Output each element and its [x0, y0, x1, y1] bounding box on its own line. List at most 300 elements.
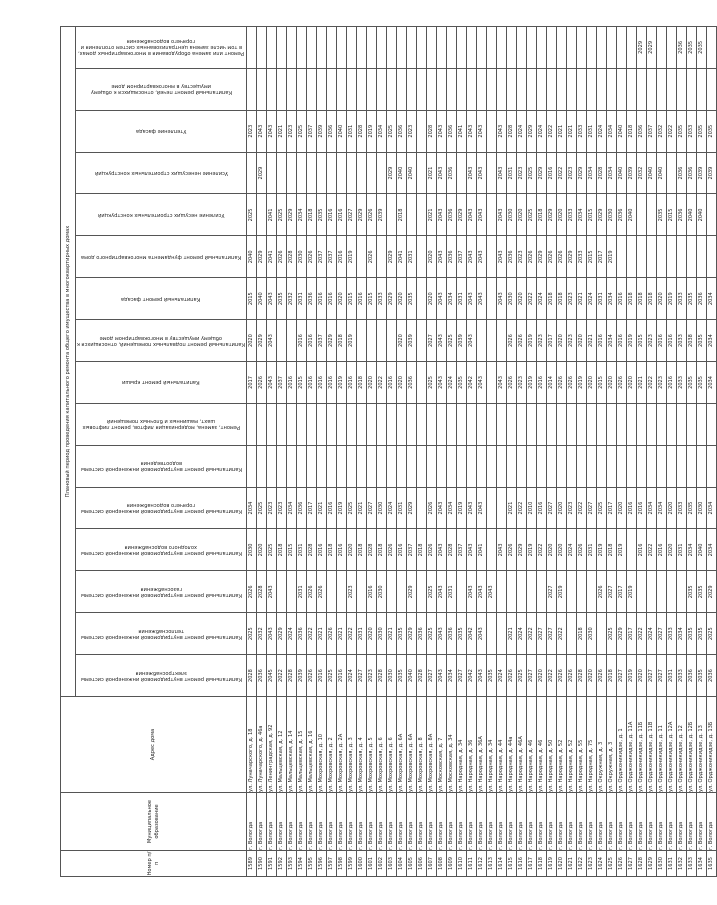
row-number: 1618 [537, 851, 547, 877]
year-cell: 2029 [637, 26, 647, 68]
table-row [357, 26, 367, 876]
year-cell [597, 445, 607, 487]
row-municipality: г. Вологда [507, 793, 517, 851]
year-cell: 2030 [377, 487, 387, 529]
year-cell [447, 445, 457, 487]
header-address: Адрес дома [61, 697, 247, 793]
year-cell: 2035 [677, 110, 687, 152]
year-cell [377, 236, 387, 278]
year-cell: 2025 [327, 655, 337, 697]
year-cell [467, 26, 477, 68]
column-header [76, 110, 247, 152]
year-cell [427, 403, 437, 445]
year-cell: 2026 [247, 571, 257, 613]
year-cell: 2030 [607, 194, 617, 236]
year-cell: 2043 [467, 152, 477, 194]
year-cell: 2016 [617, 320, 627, 362]
year-cell: 2035 [457, 613, 467, 655]
year-cell: 2020 [427, 278, 437, 320]
row-municipality: г. Вологда [477, 793, 487, 851]
year-cell [417, 320, 427, 362]
year-cell: 2020 [627, 362, 637, 404]
year-cell: 2021 [637, 362, 647, 404]
year-cell: 2023 [567, 487, 577, 529]
year-cell: 2031 [597, 278, 607, 320]
year-cell: 2043 [477, 236, 487, 278]
year-cell: 2043 [477, 613, 487, 655]
row-number: 1611 [467, 851, 477, 877]
table-row [677, 26, 687, 876]
year-cell: 2035 [697, 320, 707, 362]
year-cell: 2016 [327, 194, 337, 236]
year-cell: 2028 [287, 236, 297, 278]
year-cell: 2035 [687, 487, 697, 529]
year-cell: 2029 [517, 529, 527, 571]
year-cell: 2035 [317, 194, 327, 236]
year-cell: 2035 [487, 655, 497, 697]
year-cell: 2043 [437, 278, 447, 320]
row-address: ул. Мохровская, д. 6 [377, 697, 387, 793]
year-cell [287, 152, 297, 194]
year-cell [347, 68, 357, 110]
year-cell [337, 68, 347, 110]
year-cell: 2020 [607, 362, 617, 404]
year-cell [657, 571, 667, 613]
year-cell [617, 68, 627, 110]
year-cell [527, 68, 537, 110]
year-cell: 2026 [307, 236, 317, 278]
row-address: ул. Окружная, д. 3 [597, 697, 607, 793]
year-cell: 2043 [437, 655, 447, 697]
column-header-text: Капитальный ремонт фундамента многоквартирного дома [80, 253, 242, 260]
year-cell [437, 403, 447, 445]
row-address: ул. Ленинградская, д. 92 [267, 697, 277, 793]
header-num: Номер п/п [61, 851, 247, 877]
row-municipality: г. Вологда [427, 793, 437, 851]
year-cell: 2039 [707, 152, 717, 194]
year-cell: 2016 [597, 320, 607, 362]
year-cell: 2025 [427, 571, 437, 613]
year-cell: 2020 [557, 194, 567, 236]
year-cell: 2031 [457, 278, 467, 320]
year-cell: 2016 [657, 320, 667, 362]
row-number: 1620 [557, 851, 567, 877]
year-cell [617, 445, 627, 487]
row-address: ул. Московская, д. 34 [447, 697, 457, 793]
year-cell: 2020 [537, 655, 547, 697]
year-cell: 2045 [267, 655, 277, 697]
year-cell [707, 403, 717, 445]
year-cell [707, 68, 717, 110]
year-cell: 2018 [547, 278, 557, 320]
year-cell: 2020 [557, 320, 567, 362]
year-cell [327, 68, 337, 110]
rotated-table-sheet [60, 27, 714, 877]
year-cell: 2027 [587, 487, 597, 529]
year-cell [497, 320, 507, 362]
year-cell: 2031 [587, 110, 597, 152]
year-cell [247, 445, 257, 487]
year-cell [407, 445, 417, 487]
year-cell: 2034 [447, 655, 457, 697]
row-number: 1615 [507, 851, 517, 877]
row-address: ул. Мохровская, д. 2 [327, 697, 337, 793]
year-cell: 2040 [337, 110, 347, 152]
year-cell: 2019 [347, 236, 357, 278]
row-number: 1613 [487, 851, 497, 877]
column-header-text: Капитальный ремонт внутридомовой инженерной системы горячего водоснабжения [80, 502, 242, 515]
year-cell [367, 403, 377, 445]
year-cell: 2024 [497, 655, 507, 697]
year-cell: 2040 [657, 152, 667, 194]
table-row [687, 26, 697, 876]
year-cell [697, 236, 707, 278]
year-cell: 2022 [537, 529, 547, 571]
year-cell: 2026 [577, 529, 587, 571]
year-cell: 2020 [617, 487, 627, 529]
year-cell: 2037 [327, 236, 337, 278]
year-cell: 2036 [707, 655, 717, 697]
year-cell: 2020 [347, 529, 357, 571]
table-row [517, 26, 527, 876]
year-cell: 2034 [607, 278, 617, 320]
year-cell: 2036 [677, 194, 687, 236]
table-row [637, 26, 647, 876]
year-cell: 2016 [387, 362, 397, 404]
table-row [657, 26, 667, 876]
year-cell [587, 403, 597, 445]
row-municipality: г. Вологда [337, 793, 347, 851]
row-address: ул. Народная, д. 50 [547, 697, 557, 793]
year-cell: 2039 [697, 152, 707, 194]
year-cell: 2043 [257, 110, 267, 152]
row-address: ул. Орджоникидзе, д. 11 [657, 697, 667, 793]
year-cell [657, 403, 667, 445]
year-cell: 2020 [337, 278, 347, 320]
year-cell: 2040 [627, 194, 637, 236]
year-cell [547, 68, 557, 110]
row-municipality: г. Вологда [347, 793, 357, 851]
row-number: 1623 [587, 851, 597, 877]
year-cell: 2039 [407, 320, 417, 362]
year-cell [447, 403, 457, 445]
row-municipality: г. Вологда [617, 793, 627, 851]
year-cell: 2035 [697, 110, 707, 152]
year-cell [587, 68, 597, 110]
year-cell: 2025 [427, 362, 437, 404]
year-cell: 2024 [447, 362, 457, 404]
year-cell: 2018 [417, 529, 427, 571]
year-cell: 2033 [677, 320, 687, 362]
row-municipality: г. Вологда [637, 793, 647, 851]
year-cell: 2043 [467, 110, 477, 152]
year-cell: 2043 [437, 152, 447, 194]
year-cell: 2016 [307, 362, 317, 404]
year-cell: 2021 [567, 110, 577, 152]
year-cell: 2033 [577, 110, 587, 152]
row-number: 1596 [317, 851, 327, 877]
year-cell [357, 445, 367, 487]
year-cell: 2023 [567, 152, 577, 194]
row-number: 1591 [267, 851, 277, 877]
year-cell: 2021 [507, 487, 517, 529]
year-cell: 2028 [577, 655, 587, 697]
year-cell: 2024 [517, 613, 527, 655]
year-cell: 2027 [547, 487, 557, 529]
year-cell: 2016 [337, 655, 347, 697]
year-cell: 2034 [677, 613, 687, 655]
year-cell [537, 571, 547, 613]
year-cell: 2037 [457, 529, 467, 571]
year-cell [547, 403, 557, 445]
year-cell: 2035 [687, 26, 697, 68]
year-cell: 2021 [557, 110, 567, 152]
year-cell: 2035 [697, 571, 707, 613]
year-cell: 2036 [447, 236, 457, 278]
row-number: 1629 [647, 851, 657, 877]
year-cell [477, 445, 487, 487]
column-header-text: Капитальный ремонт крыши [122, 379, 200, 386]
year-cell [297, 26, 307, 68]
year-cell [457, 571, 467, 613]
year-cell: 2018 [337, 320, 347, 362]
year-cell: 2036 [637, 110, 647, 152]
year-cell: 2039 [627, 152, 637, 194]
year-cell: 2020 [557, 487, 567, 529]
row-address: ул. Народная, д. 46А [517, 697, 527, 793]
row-municipality: г. Вологда [657, 793, 667, 851]
year-cell [617, 236, 627, 278]
year-cell: 2040 [697, 194, 707, 236]
year-cell [257, 26, 267, 68]
year-cell [517, 445, 527, 487]
table-row [387, 26, 397, 876]
table-row [347, 26, 357, 876]
year-cell: 2016 [327, 487, 337, 529]
table-row [607, 26, 617, 876]
year-cell: 2034 [707, 320, 717, 362]
year-cell: 2036 [417, 613, 427, 655]
year-cell: 2020 [517, 278, 527, 320]
year-cell: 2018 [357, 529, 367, 571]
year-cell [527, 445, 537, 487]
row-number: 1597 [327, 851, 337, 877]
year-cell: 2030 [587, 613, 597, 655]
year-cell: 2025 [247, 613, 257, 655]
year-cell: 2043 [477, 571, 487, 613]
year-cell: 2028 [357, 110, 367, 152]
year-cell: 2016 [317, 278, 327, 320]
year-cell: 2026 [597, 655, 607, 697]
year-cell [707, 236, 717, 278]
year-cell: 2020 [667, 529, 677, 571]
row-number: 1603 [387, 851, 397, 877]
row-number: 1589 [247, 851, 257, 877]
year-cell: 2033 [377, 278, 387, 320]
column-header [76, 362, 247, 404]
year-cell: 2024 [287, 613, 297, 655]
year-cell: 2016 [637, 529, 647, 571]
row-address: ул. Народная, д. 44а [507, 697, 517, 793]
year-cell [407, 194, 417, 236]
row-address: ул. Народная, д. 36А [477, 697, 487, 793]
year-cell: 2016 [357, 278, 367, 320]
row-number: 1627 [627, 851, 637, 877]
table-row [317, 26, 327, 876]
year-cell [477, 403, 487, 445]
year-cell [477, 320, 487, 362]
year-cell: 2028 [377, 655, 387, 697]
year-cell: 2016 [617, 278, 627, 320]
year-cell: 2026 [327, 613, 337, 655]
header-municipality: Муниципальное образование [61, 793, 247, 851]
row-address: ул. Народная, д. 52 [567, 697, 577, 793]
column-header [76, 68, 247, 110]
year-cell: 2015 [287, 529, 297, 571]
row-address: ул. Мохровская, д. 3 [347, 697, 357, 793]
year-cell [297, 68, 307, 110]
year-cell: 2026 [557, 655, 567, 697]
row-number: 1614 [497, 851, 507, 877]
year-cell [367, 68, 377, 110]
row-municipality: г. Вологда [577, 793, 587, 851]
row-address: ул. Орджоникидзе, д. 11Б [637, 697, 647, 793]
year-cell: 2024 [387, 487, 397, 529]
table-row [367, 26, 377, 876]
year-cell: 2040 [397, 152, 407, 194]
year-cell: 2040 [407, 152, 417, 194]
year-cell: 2018 [637, 278, 647, 320]
column-header [76, 655, 247, 697]
year-cell: 2030 [507, 194, 517, 236]
year-cell [317, 26, 327, 68]
year-cell: 2017 [307, 487, 317, 529]
year-cell [537, 26, 547, 68]
year-cell [597, 403, 607, 445]
year-cell [447, 68, 457, 110]
year-cell: 2025 [297, 110, 307, 152]
year-cell [557, 403, 567, 445]
year-cell [427, 445, 437, 487]
year-cell: 2043 [267, 613, 277, 655]
year-cell: 2018 [647, 278, 657, 320]
year-cell: 2029 [457, 194, 467, 236]
year-cell: 2026 [367, 194, 377, 236]
year-cell [417, 110, 427, 152]
year-cell [417, 152, 427, 194]
table-row [297, 26, 307, 876]
year-cell: 2036 [687, 152, 697, 194]
year-cell: 2025 [267, 529, 277, 571]
year-cell: 2035 [397, 655, 407, 697]
column-header-text: Капитальный ремонт фасада [121, 295, 201, 302]
year-cell [467, 445, 477, 487]
year-cell [337, 26, 347, 68]
year-cell: 2029 [577, 152, 587, 194]
year-cell: 2018 [307, 194, 317, 236]
year-cell: 2018 [377, 529, 387, 571]
year-cell [457, 152, 467, 194]
year-cell [567, 403, 577, 445]
year-cell: 2041 [457, 110, 467, 152]
table-row [487, 26, 497, 876]
year-cell: 2027 [427, 655, 437, 697]
year-cell: 2023 [277, 487, 287, 529]
year-cell: 2043 [477, 194, 487, 236]
year-cell: 2034 [607, 320, 617, 362]
year-cell [387, 68, 397, 110]
year-cell: 2022 [557, 152, 567, 194]
year-cell: 2026 [507, 362, 517, 404]
year-cell [287, 320, 297, 362]
year-cell [387, 320, 397, 362]
year-cell [417, 236, 427, 278]
year-cell [497, 68, 507, 110]
year-cell: 2043 [467, 320, 477, 362]
row-address: ул. Народная, д. 36 [467, 697, 477, 793]
year-cell [317, 152, 327, 194]
year-cell: 2030 [697, 487, 707, 529]
year-cell [547, 445, 557, 487]
year-cell [647, 403, 657, 445]
year-cell: 2035 [697, 655, 707, 697]
year-cell: 2041 [267, 194, 277, 236]
year-cell: 2019 [367, 110, 377, 152]
year-cell: 2035 [277, 278, 287, 320]
row-municipality: г. Вологда [607, 793, 617, 851]
year-cell: 2039 [317, 110, 327, 152]
row-address: ул. Народная, д. 52 [557, 697, 567, 793]
year-cell [537, 403, 547, 445]
year-cell: 2029 [707, 571, 717, 613]
table-row [577, 26, 587, 876]
year-cell [637, 403, 647, 445]
year-cell: 2031 [407, 236, 417, 278]
row-number: 1606 [417, 851, 427, 877]
year-cell: 2029 [567, 236, 577, 278]
year-cell [597, 26, 607, 68]
year-cell: 2037 [307, 110, 317, 152]
year-cell [517, 68, 527, 110]
table-row [667, 26, 677, 876]
year-cell [277, 152, 287, 194]
year-cell: 2036 [257, 655, 267, 697]
year-cell: 2024 [567, 529, 577, 571]
row-municipality: г. Вологда [257, 793, 267, 851]
year-cell: 2015 [367, 278, 377, 320]
year-cell: 2020 [397, 320, 407, 362]
year-cell [477, 68, 487, 110]
year-cell: 2034 [657, 487, 667, 529]
year-cell: 2034 [587, 152, 597, 194]
year-cell: 2019 [527, 362, 537, 404]
year-cell: 2022 [547, 655, 557, 697]
table-row [407, 26, 417, 876]
year-cell: 2035 [687, 278, 697, 320]
year-cell: 2043 [477, 110, 487, 152]
year-cell [367, 26, 377, 68]
row-municipality: г. Вологда [267, 793, 277, 851]
year-cell [577, 26, 587, 68]
year-cell: 2035 [687, 362, 697, 404]
year-cell [467, 403, 477, 445]
year-cell: 2019 [607, 236, 617, 278]
row-number: 1617 [527, 851, 537, 877]
row-number: 1594 [297, 851, 307, 877]
year-cell [267, 152, 277, 194]
year-cell [417, 68, 427, 110]
year-cell: 2027 [657, 613, 667, 655]
